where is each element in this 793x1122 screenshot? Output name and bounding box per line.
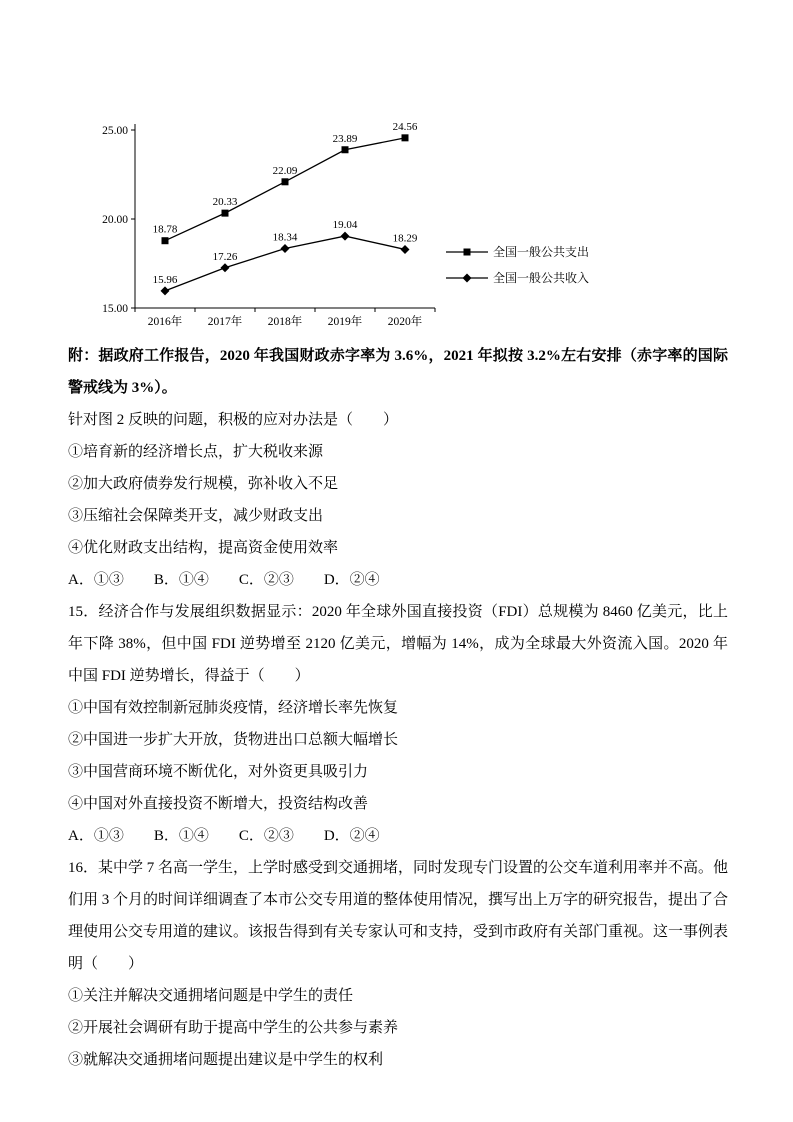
svg-text:2019年: 2019年 [327, 316, 363, 328]
svg-text:19.04: 19.04 [332, 219, 358, 232]
svg-text:23.89: 23.89 [332, 132, 358, 145]
svg-text:2016年: 2016年 [147, 316, 183, 328]
svg-text:2017年: 2017年 [207, 316, 243, 328]
svg-text:18.29: 18.29 [392, 232, 418, 245]
svg-text:22.09: 22.09 [272, 164, 298, 177]
svg-text:25.00: 25.00 [102, 125, 128, 137]
document-text [68, 340, 728, 1076]
q14-question: 针对图 2 反映的问题，积极的应对办法是（ ） [68, 412, 399, 428]
q14-option-3: ③压缩社会保障类开支，减少财政支出 [68, 508, 324, 524]
svg-text:20.00: 20.00 [102, 214, 128, 226]
svg-text:15.00: 15.00 [102, 303, 128, 315]
svg-text:24.56: 24.56 [392, 120, 418, 133]
q14-option-2: ②加大政府债券发行规模，弥补收入不足 [68, 476, 339, 492]
q15-option-3: ③中国营商环境不断优化，对外资更具吸引力 [68, 764, 369, 780]
q14-option-4: ④优化财政支出结构，提高资金使用效率 [68, 540, 339, 556]
q14-option-1: ①培育新的经济增长点，扩大税收来源 [68, 444, 324, 460]
svg-text:全国一般公共收入: 全国一般公共收入 [493, 271, 590, 285]
chart-svg [90, 105, 610, 345]
svg-text:20.33: 20.33 [212, 196, 238, 209]
svg-text:15.96: 15.96 [152, 273, 178, 286]
q15-option-2: ②中国进一步扩大开放，货物进出口总额大幅增长 [68, 732, 399, 748]
q16-stem: 16．某中学 7 名高一学生，上学时感受到交通拥堵，同时发现专门设置的公交车道利用率并不高。他们用 3 个月的时间详细调查了本市公交专用道的整体使用情况，撰写出上万字的研究报告，提出了合理使用公交专用道的建议。该报告得到有关专家认可和支持，受到市政府有关部门重视。这一事例表明（ ） [68, 860, 729, 972]
q15-option-1: ①中国有效控制新冠肺炎疫情，经济增长率先恢复 [68, 700, 399, 716]
public-finance-line-chart [90, 105, 610, 345]
svg-text:全国一般公共支出: 全国一般公共支出 [493, 245, 590, 259]
q14-answer-choices: A．①③ B．①④ C．②③ D．②④ [68, 572, 380, 588]
q16-option-3: ③就解决交通拥堵问题提出建议是中学生的权利 [68, 1052, 384, 1068]
note-appendix: 附：据政府工作报告，2020 年我国财政赤字率为 3.6%，2021 年拟按 3.2%左右安排（赤字率的国际警戒线为 3%）。 [68, 348, 728, 396]
svg-text:17.26: 17.26 [212, 250, 238, 263]
q15-answer-choices: A．①③ B．①④ C．②③ D．②④ [68, 828, 380, 844]
svg-text:18.78: 18.78 [152, 223, 178, 236]
q16-option-1: ①关注并解决交通拥堵问题是中学生的责任 [68, 988, 354, 1004]
q15-stem: 15．经济合作与发展组织数据显示：2020 年全球外国直接投资（FDI）总规模为 8460 亿美元，比上年下降 38%，但中国 FDI 逆势增至 2120 亿美元，增幅为 14%，成为全球最大外资流入国。2020 年中国 FDI 逆势增长，得益于（ ） [68, 604, 728, 684]
q15-option-4: ④中国对外直接投资不断增大，投资结构改善 [68, 796, 369, 812]
q16-option-2: ②开展社会调研有助于提高中学生的公共参与素养 [68, 1020, 399, 1036]
svg-text:18.34: 18.34 [272, 231, 298, 244]
svg-text:2018年: 2018年 [267, 316, 303, 328]
svg-text:2020年: 2020年 [387, 316, 423, 328]
